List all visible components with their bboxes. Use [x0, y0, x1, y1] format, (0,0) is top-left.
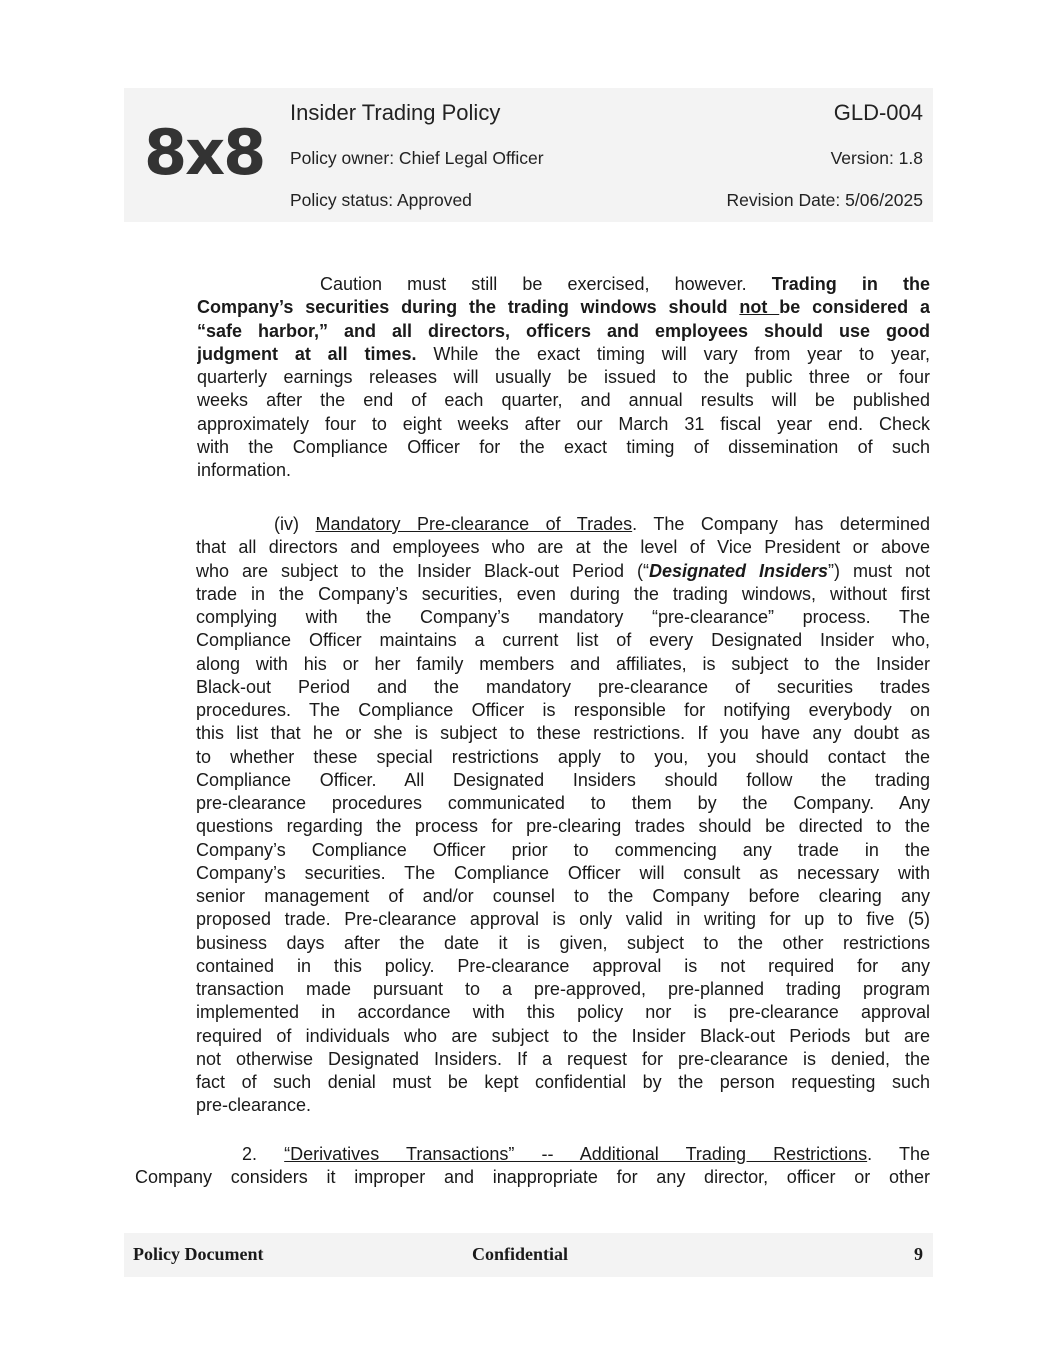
page-header: [124, 88, 933, 222]
section-heading-text: Mandatory Pre-clearance of Trades: [315, 514, 633, 534]
text-segment: not otherwise Designated Insiders. If a request for pre-clearance is denied, the: [196, 1048, 930, 1069]
text-line: [197, 436, 930, 459]
text-line: [196, 653, 930, 676]
text-segment: complying with the Company’s mandatory “pre-clearance” process. The: [196, 607, 930, 627]
emphasized-text: “safe harbor,” and all directors, officers and employees should use good: [197, 320, 930, 341]
text-segment: approximately four to eight weeks after our March 31 fiscal year end. Check: [197, 413, 930, 434]
page-footer: [124, 1233, 933, 1277]
text-line: [196, 1094, 930, 1117]
text-line: [196, 908, 930, 931]
text-segment: required of individuals who are subject to the Insider Black-out Periods but are: [196, 1025, 930, 1046]
paragraph-caution: [197, 273, 930, 482]
text-segment: pre-clearance.: [196, 1095, 312, 1116]
text-segment: Company considers it improper and inappropriate for any director, officer or other: [135, 1167, 930, 1188]
footer-confidential: Confidential: [472, 1244, 569, 1264]
emphasized-text: not: [739, 297, 780, 318]
text-line: [196, 839, 930, 862]
text-line: [197, 273, 930, 296]
policy-id: GLD-004: [833, 100, 923, 125]
text-line: [196, 676, 930, 699]
text-segment: to whether these special restrictions apply to you, you should contact the: [196, 746, 930, 767]
text-line: [196, 815, 930, 838]
policy-owner: Policy owner: Chief Legal Officer: [290, 148, 544, 168]
text-line: [196, 536, 930, 559]
text-segment: Company’s securities. The Compliance Officer will consult as necessary with: [196, 862, 930, 883]
paragraph-preclearance: [196, 513, 930, 1118]
text-line: [196, 978, 930, 1001]
text-line: [196, 1048, 930, 1071]
revision-date: Revision Date: 5/06/2025: [726, 190, 923, 210]
page-number: 9: [914, 1244, 923, 1264]
text-segment: Company’s Compliance Officer prior to commencing any trade in the: [196, 839, 930, 860]
text-segment: Compliance Officer. All Designated Insiders should follow the trading: [196, 769, 930, 790]
policy-version: Version: 1.8: [830, 148, 923, 168]
text-segment: quarterly earnings releases will usually be issued to the public three or four: [197, 367, 930, 387]
footer-label: Policy Document: [133, 1244, 264, 1264]
text-line: [196, 1025, 930, 1048]
text-line: [197, 389, 930, 412]
text-line: [135, 1166, 930, 1189]
text-line: [196, 955, 930, 978]
text-segment: Compliance Officer maintains a current list of every Designated Insider who,: [196, 630, 930, 651]
text-line: [196, 792, 930, 815]
text-line: [196, 932, 930, 955]
text-segment: contained in this policy. Pre-clearance approval is not required for any: [196, 955, 930, 976]
text-segment: (iv): [274, 514, 316, 534]
text-line: [196, 583, 930, 606]
text-line: [196, 606, 930, 629]
text-segment: proposed trade. Pre-clearance approval is only valid in writing for up to five (5): [196, 909, 930, 930]
text-segment: information.: [197, 460, 292, 480]
text-segment: business days after the date it is given, subject to the other restrictions: [196, 932, 930, 953]
text-segment: pre-clearance procedures communicated to them by the Company. Any: [196, 793, 930, 813]
text-line: [197, 366, 930, 389]
text-line: [196, 885, 930, 908]
policy-status: Policy status: Approved: [290, 190, 472, 210]
text-line: [196, 629, 930, 652]
emphasized-text: be considered a: [779, 297, 930, 318]
text-line: [196, 722, 930, 745]
text-segment: procedures. The Compliance Officer is responsible for notifying everybody on: [196, 700, 930, 720]
text-line: [135, 1143, 930, 1166]
text-line: [196, 746, 930, 769]
text-segment: this list that he or she is subject to these restrictions. If you have any doubt as: [196, 723, 930, 744]
emphasized-text: Designated Insiders: [648, 560, 829, 581]
emphasized-text: judgment at all times.: [197, 343, 417, 364]
text-segment: questions regarding the process for pre-clearing trades should be directed to the: [196, 816, 930, 837]
text-line: [197, 296, 930, 319]
text-segment: implemented in accordance with this policy nor is pre-clearance approval: [196, 1002, 930, 1023]
text-line: [196, 769, 930, 792]
policy-title: Insider Trading Policy: [290, 100, 501, 125]
section-heading-text: “Derivatives Transactions” -- Additional Trading Restrictions: [284, 1144, 868, 1164]
company-logo: 8x8: [144, 116, 265, 189]
text-segment: . The Company has determined: [632, 514, 930, 534]
text-segment: ”) must not: [828, 560, 930, 581]
text-line: [197, 413, 930, 436]
text-segment: trade in the Company’s securities, even during the trading windows, without first: [196, 583, 930, 604]
emphasized-text: Company’s securities during the trading windows should: [197, 297, 740, 318]
emphasized-text: Trading in the: [771, 274, 930, 294]
text-segment: who are subject to the Insider Black-out Period (“: [196, 560, 649, 581]
text-line: [196, 560, 930, 583]
text-segment: Caution must still be exercised, however.: [320, 274, 772, 294]
text-line: [196, 862, 930, 885]
text-line: [197, 343, 930, 366]
text-segment: with the Compliance Officer for the exact timing of dissemination of such: [197, 436, 930, 457]
text-segment: . The: [867, 1144, 930, 1164]
text-line: [196, 513, 930, 536]
text-line: [197, 459, 930, 482]
text-segment: weeks after the end of each quarter, and annual results will be published: [197, 390, 930, 411]
text-line: [196, 1001, 930, 1024]
text-segment: While the exact timing will vary from year to year,: [416, 343, 930, 364]
text-line: [197, 320, 930, 343]
text-line: [196, 699, 930, 722]
text-segment: along with his or her family members and affiliates, is subject to the Insider: [196, 653, 930, 674]
text-segment: transaction made pursuant to a pre-approved, pre-planned trading program: [196, 979, 930, 999]
text-segment: fact of such denial must be kept confidential by the person requesting such: [196, 1072, 930, 1092]
text-segment: 2.: [242, 1144, 285, 1164]
text-segment: Black-out Period and the mandatory pre-clearance of securities trades: [196, 676, 930, 697]
text-segment: senior management of and/or counsel to the Company before clearing any: [196, 886, 930, 906]
text-line: [196, 1071, 930, 1094]
text-segment: that all directors and employees who are at the level of Vice President or above: [196, 537, 930, 558]
paragraph-derivatives: [135, 1143, 930, 1190]
